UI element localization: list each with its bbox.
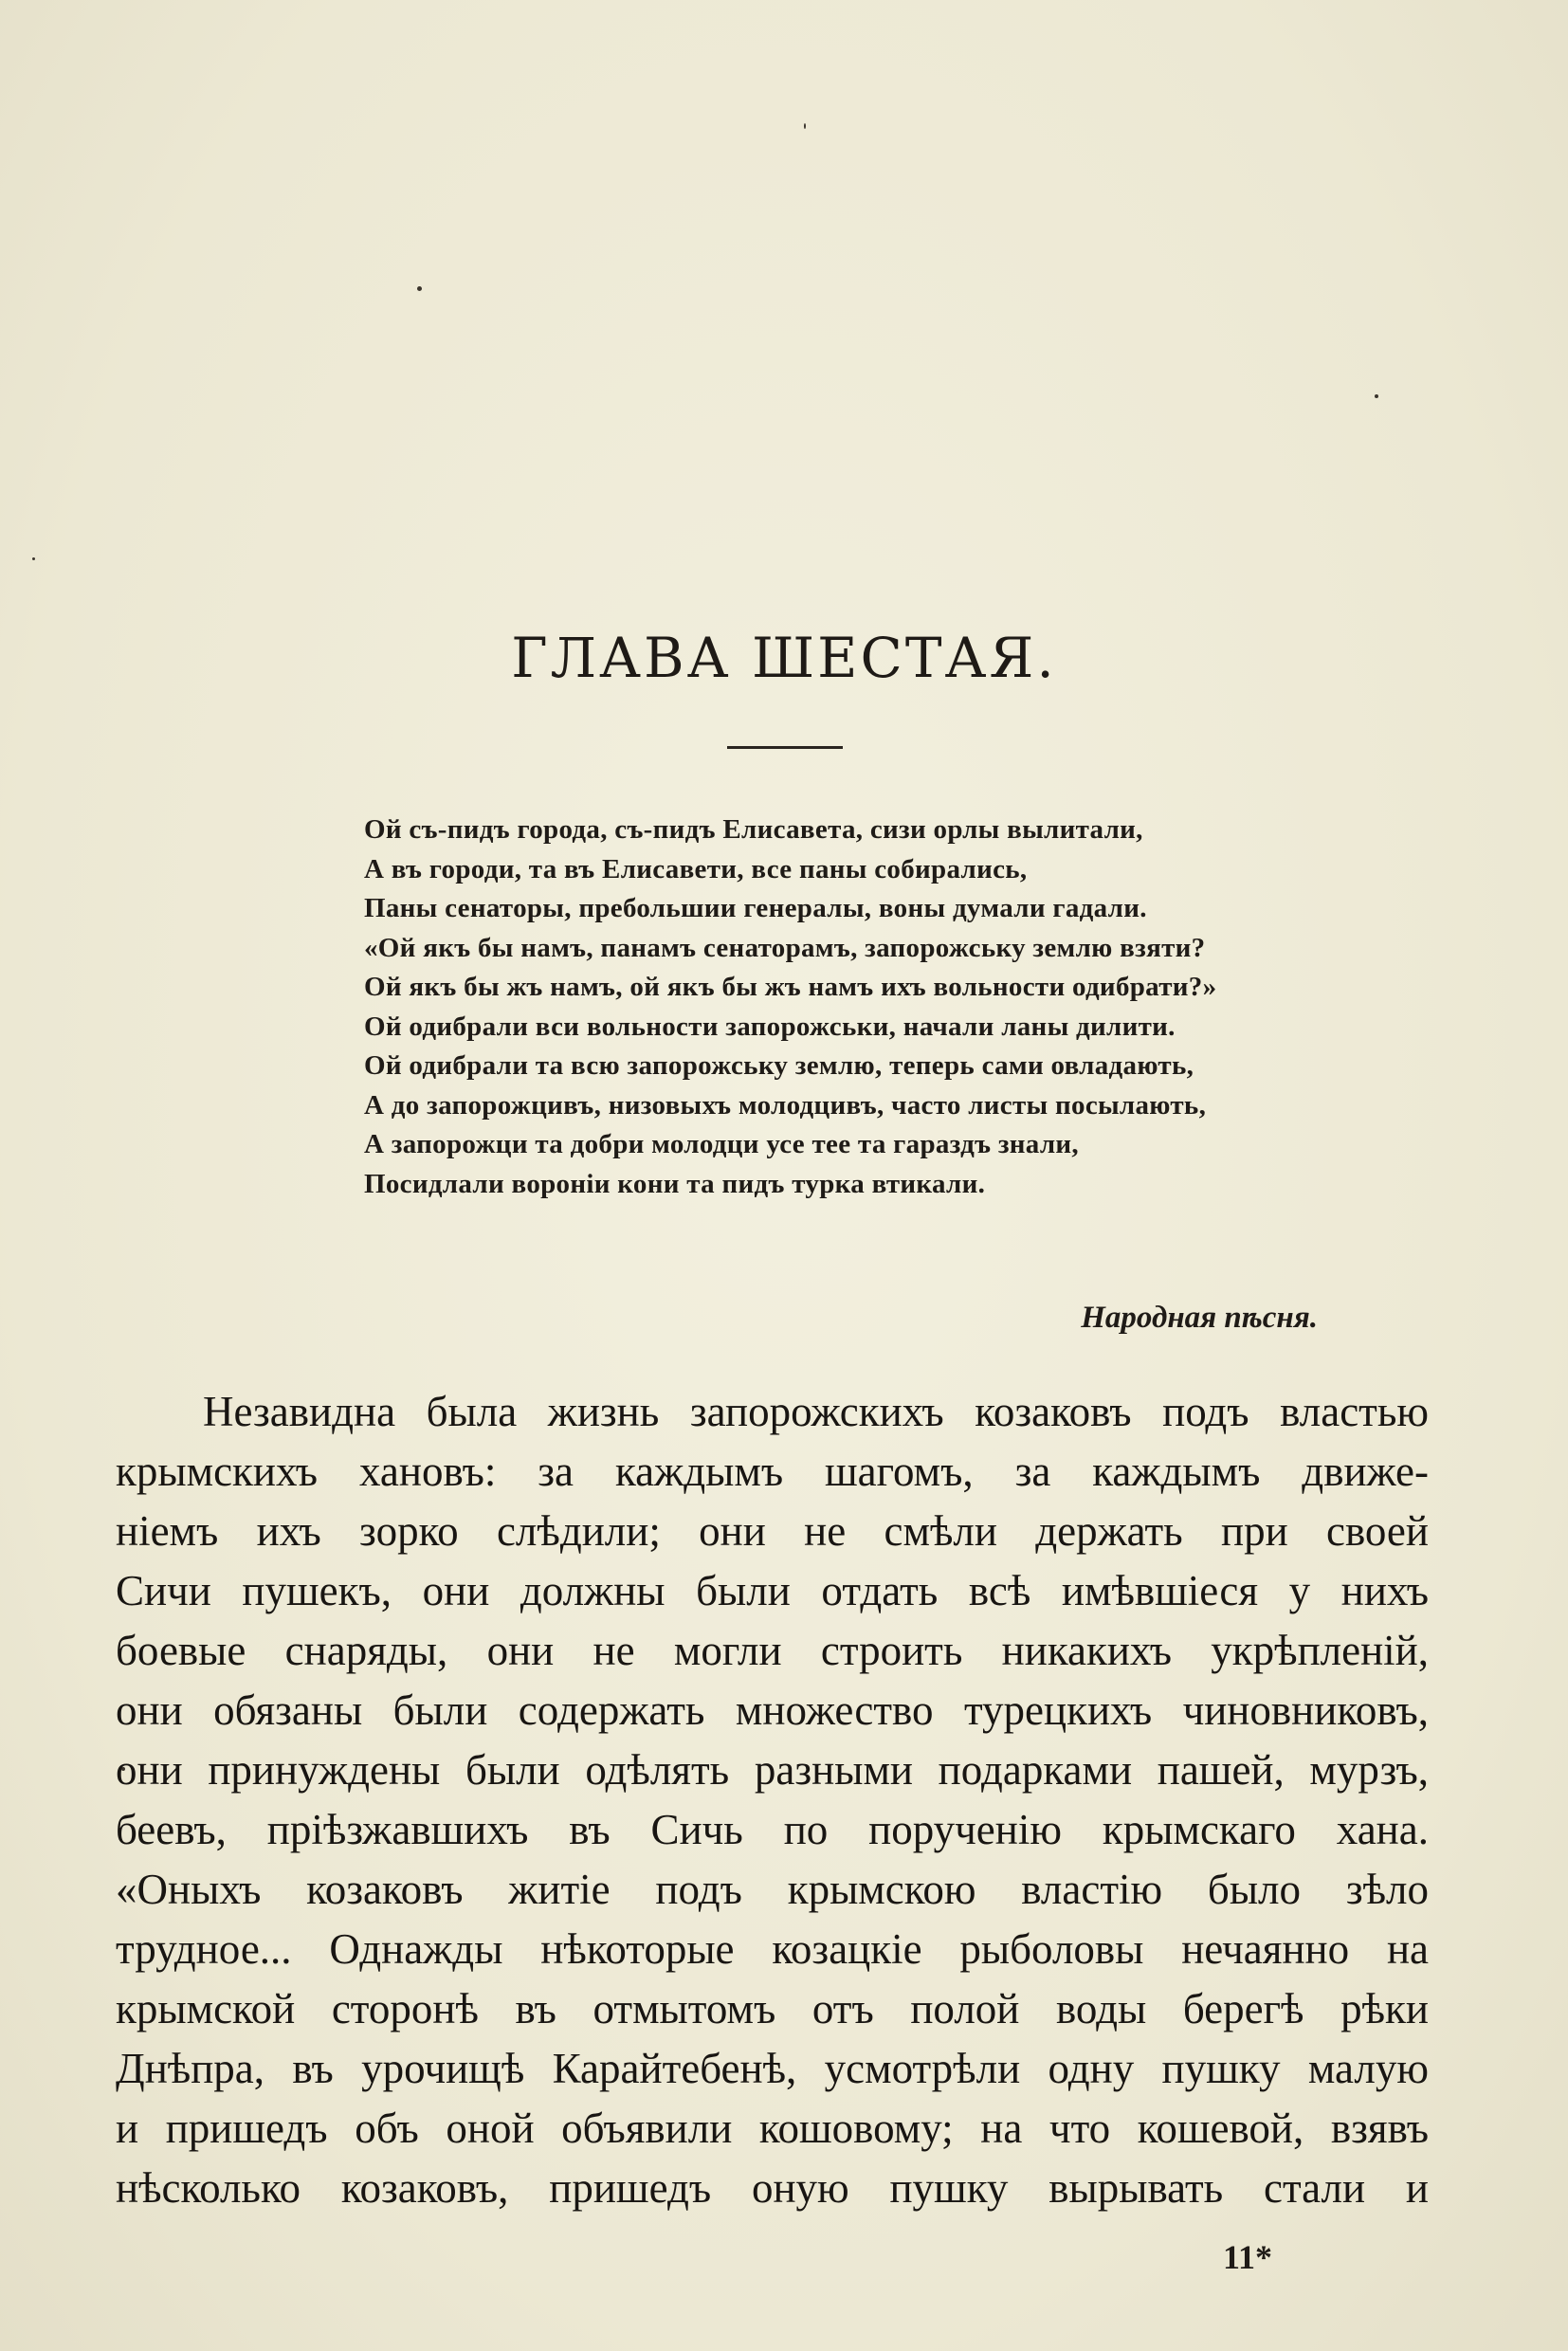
epigraph-line: Паны сенаторы, пребольшии генералы, воны думали гадали. [364,893,1147,923]
epigraph-line: Ой одибрали вси вольности запорожськи, начали ланы дилити. [364,1011,1176,1042]
print-speck [804,123,806,129]
body-line: и пришедъ объ оной объявили кошовому; на что кошевой, взявъ [116,2105,1429,2152]
body-line: трудное... Однажды нѣкоторые козацкіе рыболовы нечаянно на [116,1925,1429,1973]
epigraph-attribution: Народная пѣсня. [1081,1301,1318,1335]
page-number: 11* [1223,2238,1273,2276]
chapter-title: ГЛАВА ШЕСТАЯ. [511,626,1057,690]
body-line: нѣсколько козаковъ, пришедъ оную пушку вырывать стали и [116,2164,1429,2212]
epigraph-line: А до запорожцивъ, низовыхъ молодцивъ, часто листы посылають, [364,1089,1207,1121]
body-line: боевые снаряды, они не могли строить никакихъ укрѣпленій, [116,1627,1429,1674]
body-line: ніемъ ихъ зорко слѣдили; они не смѣли держать при своей [116,1507,1429,1555]
epigraph-line: Ой якъ бы жъ намъ, ой якъ бы жъ намъ ихъ вольности одибрати?» [364,972,1217,1002]
body-line: Днѣпра, въ урочищѣ Карайтебенѣ, усмотрѣли одну пушку малую [116,2045,1429,2092]
body-paragraph [116,1382,1429,2218]
body-line: крымскихъ хановъ: за каждымъ шагомъ, за каждымъ движе- [116,1448,1429,1495]
body-line: беевъ, пріѣзжавшихъ въ Сичь по порученію крымскаго хана. [116,1806,1429,1853]
epigraph-line: «Ой якъ бы намъ, панамъ сенаторамъ, запорожську землю взяти? [364,932,1206,963]
body-line: они принуждены были одѣлять разными подарками пашей, мурзъ, [116,1746,1429,1794]
body-line: крымской сторонѣ въ отмытомъ отъ полой воды берегѣ рѣки [116,1985,1429,2032]
body-line: они обязаны были содержать множество турецкихъ чиновниковъ, [116,1686,1429,1734]
body-line: Незавидна была жизнь запорожскихъ козаковъ подъ властью [203,1388,1429,1435]
body-line: Сичи пушекъ, они должны были отдать всѣ имѣвшіеся у нихъ [116,1567,1429,1614]
body-line: «Оныхъ козаковъ житіе подъ крымскою властію было зѣло [116,1866,1429,1913]
epigraph-line: А въ городи, та въ Елисавети, все паны собирались, [364,853,1028,884]
epigraph-line: А запорожци та добри молодци усе тее та гараздъ знали, [364,1129,1079,1159]
epigraph-line: Посидлали вороніи кони та пидъ турка втикали. [364,1168,986,1199]
print-speck [417,286,422,291]
print-speck [32,557,35,560]
print-speck [1375,394,1378,398]
epigraph-line: Ой съ-пидъ города, съ-пидъ Елисавета, сизи орлы вылитали, [364,814,1143,845]
epigraph-line: Ой одибрали та всю запорожську землю, теперь сами овладають, [364,1050,1194,1081]
epigraph-verse [364,811,1435,1204]
title-divider [727,746,843,749]
